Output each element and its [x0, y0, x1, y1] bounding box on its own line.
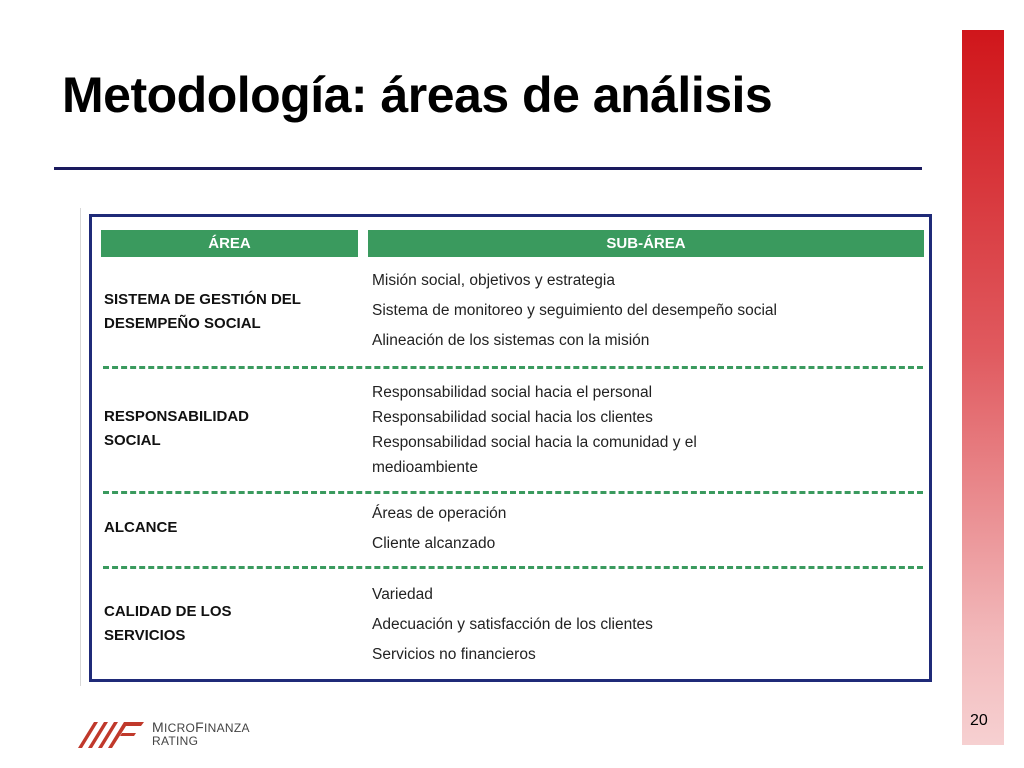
subarea-item: Alineación de los sistemas con la misión — [372, 332, 650, 349]
subarea-row-3 — [372, 499, 506, 559]
area-row-2-line-2: SOCIAL — [104, 432, 161, 449]
header-area: ÁREA — [101, 230, 358, 257]
subarea-item: Responsabilidad social hacia los clientes — [372, 409, 653, 426]
row-separator — [103, 566, 923, 569]
subarea-row-4 — [372, 580, 653, 670]
right-accent-bar — [962, 30, 1004, 745]
subarea-item: Variedad — [372, 586, 433, 603]
slide-title: Metodología: áreas de análisis — [62, 67, 773, 123]
subarea-item: Sistema de monitoreo y seguimiento del desempeño social — [372, 302, 777, 319]
subarea-row-1 — [372, 266, 777, 356]
subarea-item: Cliente alcanzado — [372, 535, 496, 552]
subarea-item: Responsabilidad social hacia la comunidad y el — [372, 434, 697, 451]
row-separator — [103, 366, 923, 369]
subarea-item: medioambiente — [372, 459, 478, 476]
subarea-row-2 — [372, 380, 697, 480]
area-row-3-line-1: ALCANCE — [104, 519, 178, 536]
subarea-item: Servicios no financieros — [372, 646, 536, 663]
subarea-item: Adecuación y satisfacción de los clientes — [372, 616, 653, 633]
page-number: 20 — [970, 712, 988, 729]
row-separator — [103, 491, 923, 494]
area-row-3 — [104, 516, 177, 540]
subarea-item: Áreas de operación — [372, 505, 507, 522]
area-row-4-line-2: SERVICIOS — [104, 627, 186, 644]
area-row-1-line-2: DESEMPEÑO SOCIAL — [104, 315, 261, 332]
area-row-1-line-1: SISTEMA DE GESTIÓN DEL — [104, 291, 301, 308]
area-row-1 — [104, 288, 301, 336]
subarea-item: Responsabilidad social hacia el personal — [372, 384, 653, 401]
microfinanza-logo-text: MICROFINANZA RATING — [152, 718, 250, 748]
area-row-2 — [104, 405, 249, 453]
microfinanza-logo-mark — [74, 716, 146, 752]
title-underline — [54, 167, 922, 170]
microfinanza-logo — [74, 716, 250, 752]
area-row-4 — [104, 600, 232, 648]
header-sub-area: SUB-ÁREA — [368, 230, 924, 257]
subarea-item: Misión social, objetivos y estrategia — [372, 272, 615, 289]
area-row-2-line-1: RESPONSABILIDAD — [104, 408, 250, 425]
area-row-4-line-1: CALIDAD DE LOS — [104, 603, 232, 620]
